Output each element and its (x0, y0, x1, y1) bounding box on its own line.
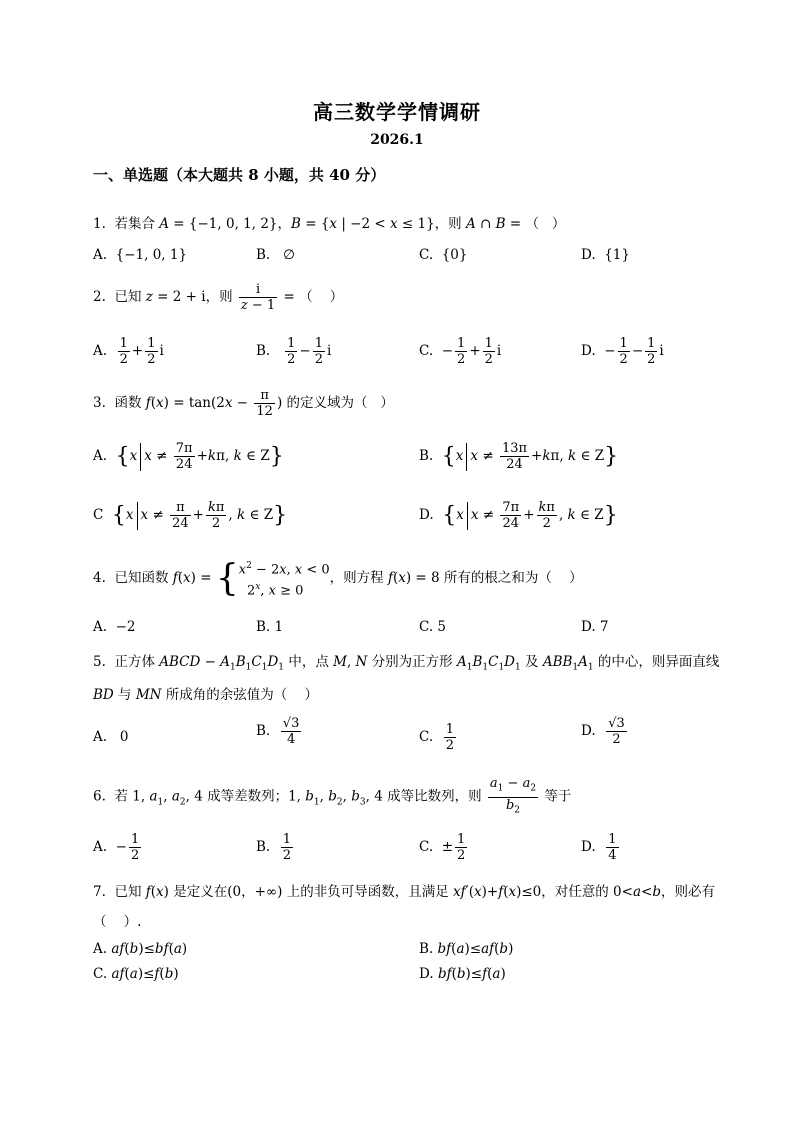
question-4-option-a[interactable]: A. −2 (93, 619, 136, 635)
question-7-option-a[interactable]: A. af(b)≤bf(a) (93, 941, 188, 957)
exam-date: 2026.1 (370, 132, 424, 148)
question-3-option-d[interactable]: D. {x x ≠ $\frac{7\pi}{24}$ + $\frac{k\pi}{2}$ , k ∈ Z} (419, 500, 618, 531)
question-2-option-a[interactable]: A. $\frac{1}{2}$ + $\frac{1}{2}$ i (93, 336, 164, 367)
section-heading: 一、单选题（本大题共 8 小题，共 40 分） (93, 166, 386, 184)
question-4-option-b[interactable]: B. 1 (256, 619, 284, 635)
question-1-stem: 1. 若集合 A = {−1, 0, 1, 2}，B = {x | −2 < x ≤ 1}，则 A ∩ B = （ ） (93, 216, 566, 232)
question-2-option-c[interactable]: C. − $\frac{1}{2}$ + $\frac{1}{2}$ i (419, 336, 502, 367)
question-2-option-d[interactable]: D. − $\frac{1}{2}$ − $\frac{1}{2}$ i (581, 336, 664, 367)
question-6-option-b[interactable]: B. $\frac{1}{2}$ (256, 832, 292, 863)
question-2-option-b[interactable]: B. $\frac{1}{2}$ − $\frac{1}{2}$ i (256, 336, 332, 367)
question-4-stem: 4. 已知函数 $f(x) = \{x^2 - 2x$, x < 0 2$^x$, x ≥ 0，则方程 f(x) = 8 所有的根之和为（ ） (93, 558, 583, 599)
question-6-option-a[interactable]: A. − $\frac{1}{2}$ (93, 832, 140, 863)
question-7-option-c[interactable]: C. af(a)≤f(b) (93, 966, 179, 982)
question-2-stem: 2. 已知 z = 2 + i，则 $\frac{i}{z - 1}$ = （ ） (93, 282, 344, 313)
question-6-stem: 6. 若 1, $a_1$, $a_2$, 4 成等差数列；1, $b_1$, $b_2$, $b_3$, 4 成等比数列，则 $\frac{a_1 - a_2}{b_2}$ 等于 (93, 776, 572, 816)
question-6-option-d[interactable]: D. $\frac{1}{4}$ (581, 832, 617, 863)
question-4-option-d[interactable]: D. 7 (581, 619, 609, 635)
question-7-stem-line2: （ ）. (93, 914, 142, 930)
exam-title: 高三数学学情调研 (313, 100, 481, 124)
question-5-option-c[interactable]: C. $\frac{1}{2}$ (419, 722, 455, 753)
question-6-option-c[interactable]: C. ± $\frac{1}{2}$ (419, 832, 466, 863)
question-1-option-a[interactable]: A. {−1, 0, 1} (93, 247, 188, 263)
question-3-option-b[interactable]: B. {x x ≠ $\frac{13\pi}{24}$ +kπ, k ∈ Z} (419, 441, 619, 472)
question-7-option-d[interactable]: D. bf(b)≤f(a) (419, 966, 506, 982)
question-5-stem: 5. 正方体 ABCD − $A_1B_1C_1D_1$ 中，点 M, N 分别为正方形 $A_1B_1C_1D_1$ 及 $ABB_1A_1$ 的中心，则异面直线 (93, 654, 720, 673)
question-1-option-c[interactable]: C. {0} (419, 247, 468, 263)
question-4-option-c[interactable]: C. 5 (419, 619, 447, 635)
question-5-option-a[interactable]: A. 0 (93, 729, 129, 745)
question-5-option-d[interactable]: D. $\frac{√3}{2}$ (581, 716, 625, 747)
question-3-stem: 3. 函数 f(x) = tan(2x − $\frac{\pi}{12}$ ) 的定义域为（ ） (93, 388, 394, 419)
question-7-option-b[interactable]: B. bf(a)≤af(b) (419, 941, 514, 957)
question-7-stem: 7. 已知 f(x) 是定义在(0，+∞) 上的非负可导函数，且满足 xf′(x)+f(x)≤0，对任意的 0<a<b，则必有 (93, 884, 715, 900)
question-3-option-c[interactable]: C {x x ≠ $\frac{\pi}{24}$ + $\frac{k\pi}{2}$ , k ∈ Z} (93, 500, 288, 531)
question-5-option-b[interactable]: B. $\frac{√3}{4}$ (256, 716, 300, 747)
question-1-option-b[interactable]: B. ∅ (256, 247, 295, 263)
question-1-option-d[interactable]: D. {1} (581, 247, 630, 263)
question-5-stem-line2: BD 与 MN 所成角的余弦值为（ ） (93, 687, 318, 703)
question-3-option-a[interactable]: A. {x x ≠ $\frac{7\pi}{24}$ +kπ, k ∈ Z} (93, 441, 284, 472)
